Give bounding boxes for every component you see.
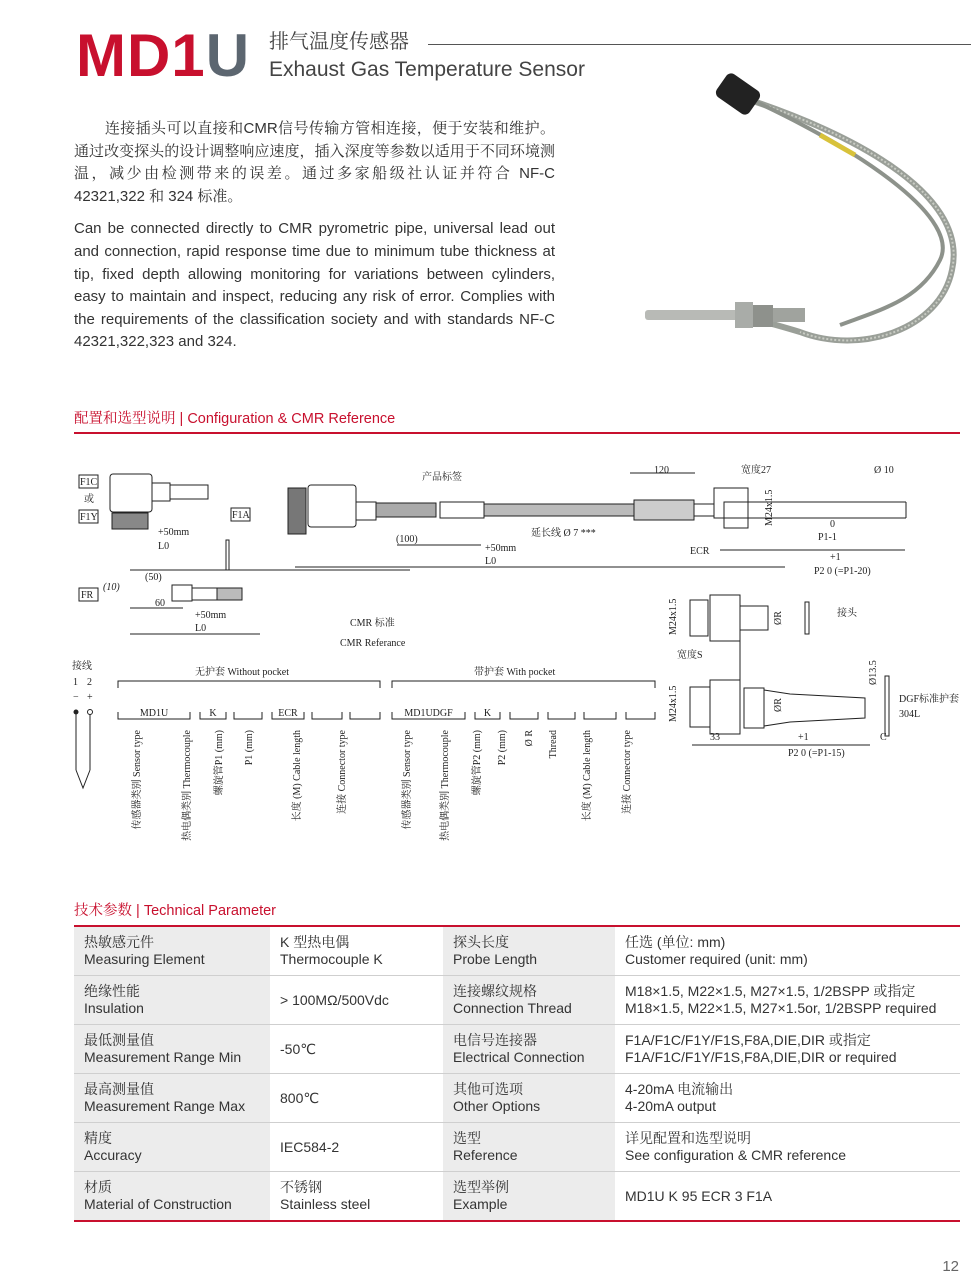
code-field-label: 热电偶类别 Thermocouple bbox=[182, 730, 193, 841]
title-cn: 排气温度传感器 bbox=[269, 31, 409, 53]
table-row bbox=[74, 1123, 960, 1172]
title-en: Exhaust Gas Temperature Sensor bbox=[269, 58, 585, 81]
param-label bbox=[74, 927, 270, 976]
code-value: ECR bbox=[278, 708, 298, 719]
param-label bbox=[74, 1123, 270, 1172]
code-field-label: 传感器类别 Sensor type bbox=[402, 730, 413, 830]
code-slot bbox=[312, 712, 342, 719]
text-cn: 选型举例 bbox=[453, 1179, 509, 1195]
text-cn: 4-20mA 电流输出 bbox=[625, 1081, 734, 1097]
code-field-label: 长度 (M) Cable length bbox=[582, 730, 593, 822]
text-en: Accuracy bbox=[84, 1147, 142, 1163]
param-value bbox=[270, 1123, 443, 1172]
label-fr: FR bbox=[81, 590, 94, 601]
dim-or-a: ØR bbox=[773, 611, 784, 625]
param-label bbox=[443, 1025, 615, 1074]
text-en: Stainless steel bbox=[280, 1196, 371, 1212]
sensor-photo bbox=[640, 70, 971, 360]
without-pocket-label: 无护套 Without pocket bbox=[195, 667, 290, 678]
section-title-config: 配置和选型说明 | Configuration & CMR Reference bbox=[74, 411, 396, 427]
section-divider bbox=[74, 432, 960, 434]
dim-plus50-b: +50mm bbox=[195, 610, 227, 621]
table-row bbox=[74, 1074, 960, 1123]
code-slot bbox=[350, 712, 380, 719]
param-value bbox=[270, 1074, 443, 1123]
text-en: See configuration & CMR reference bbox=[625, 1147, 846, 1163]
text-cn: 绝缘性能 bbox=[84, 983, 140, 999]
text-cn: 不锈钢 bbox=[280, 1179, 322, 1195]
dim-m24-c: M24x1.5 bbox=[668, 685, 679, 722]
dim-p2b: P2 0 (=P1-15) bbox=[788, 748, 845, 759]
param-label bbox=[74, 1172, 270, 1222]
dim-m24-a: M24x1.5 bbox=[764, 489, 775, 526]
text-cn: F1A/F1C/F1Y/F1S,F8A,DIE,DIR 或指定 bbox=[625, 1032, 871, 1048]
text-en: Probe Length bbox=[453, 951, 538, 967]
code-value: MD1UDGF bbox=[404, 708, 453, 719]
param-label bbox=[74, 1025, 270, 1074]
code-slot bbox=[548, 712, 575, 719]
text-en: Measurement Range Max bbox=[84, 1098, 246, 1114]
text-en: Insulation bbox=[84, 1000, 144, 1016]
dim-p2-tol: +1 bbox=[830, 552, 841, 563]
code-slot bbox=[626, 712, 655, 719]
param-value bbox=[615, 1074, 960, 1123]
technical-parameter-table bbox=[74, 927, 960, 1222]
code-value: K bbox=[483, 708, 492, 719]
param-value bbox=[615, 927, 960, 976]
dim-p2: P2 0 (=P1-20) bbox=[814, 566, 871, 577]
dim-p1-tol: 0 bbox=[830, 519, 835, 530]
wire-1: 1 bbox=[73, 677, 78, 688]
text-cn: 最高测量值 bbox=[84, 1081, 154, 1097]
text-en: Material of Construction bbox=[84, 1196, 232, 1212]
table-row bbox=[74, 1172, 960, 1222]
param-value bbox=[270, 1025, 443, 1074]
text-cn: 详见配置和选型说明 bbox=[625, 1130, 751, 1146]
code-field-label: 传感器类别 Sensor type bbox=[132, 730, 143, 830]
dim-33: 33 bbox=[710, 732, 720, 743]
dim-l0-b: L0 bbox=[195, 623, 207, 634]
table-row bbox=[74, 976, 960, 1025]
configuration-diagram bbox=[0, 440, 971, 880]
text-cn: 800℃ bbox=[280, 1089, 320, 1106]
dim-plus50-c: +50mm bbox=[485, 543, 517, 554]
param-label bbox=[74, 1074, 270, 1123]
param-value bbox=[270, 976, 443, 1025]
dim-50: (50) bbox=[145, 572, 162, 583]
param-label bbox=[443, 1074, 615, 1123]
dim-or-b: ØR bbox=[773, 698, 784, 712]
text-cn: M18×1.5, M22×1.5, M27×1.5, 1/2BSPP 或指定 bbox=[625, 983, 916, 999]
text-en: M18×1.5, M22×1.5, M27×1.5or, 1/2BSPP required bbox=[625, 1000, 937, 1016]
param-label bbox=[443, 1172, 615, 1222]
dim-p2b-tol: +1 bbox=[798, 732, 809, 743]
code-field-label: Thread bbox=[548, 730, 559, 759]
text-cn: 连接螺纹规格 bbox=[453, 983, 537, 999]
code-slot bbox=[584, 712, 616, 719]
text-en: Thermocouple K bbox=[280, 951, 383, 967]
param-value bbox=[615, 1172, 960, 1222]
section-title-tech: 技术参数 | Technical Parameter bbox=[74, 903, 276, 919]
text-cn: 其他可选项 bbox=[453, 1081, 523, 1097]
label-ecr: ECR bbox=[690, 546, 710, 557]
label-304l: 304L bbox=[899, 709, 921, 720]
model-gray: U bbox=[205, 22, 251, 89]
text-en: Example bbox=[453, 1196, 508, 1212]
text-cn: 热敏感元件 bbox=[84, 934, 154, 950]
extension-line-callout: 延长线 Ø 7 *** bbox=[531, 528, 596, 539]
intro-cn: 连接插头可以直接和CMR信号传输方管相连接，便于安装和维护。通过改变探头的设计调整响应速度，插入深度等参数以适用于不同环境测温，减少由检测带来的误差。通过多家船级社认证并符合 NF-C 42321,322 和 324 标准。 bbox=[74, 120, 555, 205]
param-value bbox=[615, 976, 960, 1025]
code-field-label: 长度 (M) Cable length bbox=[292, 730, 303, 822]
text-cn: K 型热电偶 bbox=[280, 934, 350, 950]
text-en: Connection Thread bbox=[453, 1000, 572, 1016]
text-en: Electrical Connection bbox=[453, 1049, 585, 1065]
dim-p1: P1-1 bbox=[818, 532, 837, 543]
text-en: Customer required (unit: mm) bbox=[625, 951, 808, 967]
dim-plus50-a: +50mm bbox=[158, 527, 190, 538]
code-value: MD1U bbox=[139, 708, 169, 719]
text-en: Measurement Range Min bbox=[84, 1049, 242, 1065]
param-value bbox=[615, 1025, 960, 1074]
page-number: 12 bbox=[942, 1258, 959, 1275]
intro bbox=[74, 118, 555, 354]
param-label bbox=[443, 1123, 615, 1172]
code-field-label: Ø R bbox=[524, 730, 535, 747]
text-en: Other Options bbox=[453, 1098, 541, 1114]
text-cn: 最低测量值 bbox=[84, 1032, 154, 1048]
dim-c: C bbox=[880, 732, 887, 743]
text-cn: -50℃ bbox=[280, 1040, 316, 1057]
text-cn: 电信号连接器 bbox=[453, 1032, 537, 1048]
cmr-standard-cn: CMR 标准 bbox=[350, 618, 395, 629]
cmr-standard-en: CMR Referance bbox=[340, 638, 406, 649]
model-red: MD1 bbox=[76, 22, 206, 89]
text-cn: > 100MΩ/500Vdc bbox=[280, 991, 389, 1008]
param-value bbox=[270, 1172, 443, 1222]
code-field-label: 热电偶类别 Thermocouple bbox=[440, 730, 451, 841]
param-label bbox=[74, 976, 270, 1025]
param-label bbox=[443, 976, 615, 1025]
dim-m24-b: M24x1.5 bbox=[668, 598, 679, 635]
label-f1a: F1A bbox=[232, 510, 250, 521]
text-cn: IEC584-2 bbox=[280, 1138, 340, 1155]
param-value bbox=[615, 1123, 960, 1172]
text-cn: MD1U K 95 ECR 3 F1A bbox=[625, 1187, 773, 1204]
text-cn: 探头长度 bbox=[453, 934, 509, 950]
label-joint: 接头 bbox=[837, 608, 857, 619]
wire-2: 2 bbox=[87, 677, 92, 688]
code-field-label: P2 (mm) bbox=[497, 730, 508, 766]
text-en: Reference bbox=[453, 1147, 518, 1163]
with-pocket-label: 带护套 With pocket bbox=[474, 667, 556, 678]
dim-l0-a: L0 bbox=[158, 541, 170, 552]
model-logo bbox=[76, 24, 250, 88]
text-cn: 材质 bbox=[84, 1179, 112, 1195]
dim-60: 60 bbox=[155, 598, 165, 609]
wiring-label: 接线 bbox=[72, 661, 92, 672]
dim-l0-c: L0 bbox=[485, 556, 497, 567]
wire-plus: + bbox=[87, 692, 93, 703]
dim-width-s: 宽度S bbox=[677, 650, 703, 661]
label-dgf-pocket: DGF标准护套 bbox=[899, 694, 960, 705]
param-value bbox=[270, 927, 443, 976]
table-row bbox=[74, 927, 960, 976]
code-slot bbox=[234, 712, 262, 719]
dim-dia10: Ø 10 bbox=[874, 465, 894, 476]
label-f1c: F1C bbox=[80, 477, 98, 488]
text-en: F1A/F1C/F1Y/F1S,F8A,DIE,DIR or required bbox=[625, 1049, 897, 1065]
dim-10: (10) bbox=[103, 582, 120, 593]
product-label-callout: 产品标签 bbox=[422, 472, 462, 483]
label-f1y: F1Y bbox=[80, 512, 98, 523]
code-field-label: P1 (mm) bbox=[244, 730, 255, 766]
code-field-label: 连接 Connector type bbox=[337, 730, 348, 814]
text-cn: 任选 (单位: mm) bbox=[625, 934, 726, 950]
dim-100: (100) bbox=[396, 534, 418, 545]
code-value: K bbox=[209, 708, 217, 719]
dim-120: 120 bbox=[654, 465, 669, 476]
title-divider bbox=[428, 44, 971, 45]
param-label bbox=[443, 927, 615, 976]
table-row bbox=[74, 1025, 960, 1074]
text-en: 4-20mA output bbox=[625, 1098, 717, 1114]
code-slot bbox=[510, 712, 538, 719]
label-or: 或 bbox=[84, 494, 94, 505]
text-cn: 选型 bbox=[453, 1130, 481, 1146]
dim-dia13-5: Ø13.5 bbox=[868, 660, 879, 685]
wire-minus: − bbox=[73, 692, 79, 703]
code-field-label: 螺旋管P2 (mm) bbox=[472, 730, 483, 796]
intro-en: Can be connected directly to CMR pyrometric pipe, universal lead out and connection, rapid response time due to minimum tube thickness at tip, fixed depth allowing monitoring for variations between cylinders, easy to maintain and inspect, reducing any risk of error. Complies with the requirements of the classification society and with standards NF-C 42321,322,323 and 324. bbox=[74, 220, 555, 351]
code-field-label: 连接 Connector type bbox=[622, 730, 633, 814]
code-field-label: 螺旋管P1 (mm) bbox=[214, 730, 225, 796]
dim-width27: 宽度27 bbox=[741, 465, 771, 476]
text-en: Measuring Element bbox=[84, 951, 205, 967]
text-cn: 精度 bbox=[84, 1130, 112, 1146]
